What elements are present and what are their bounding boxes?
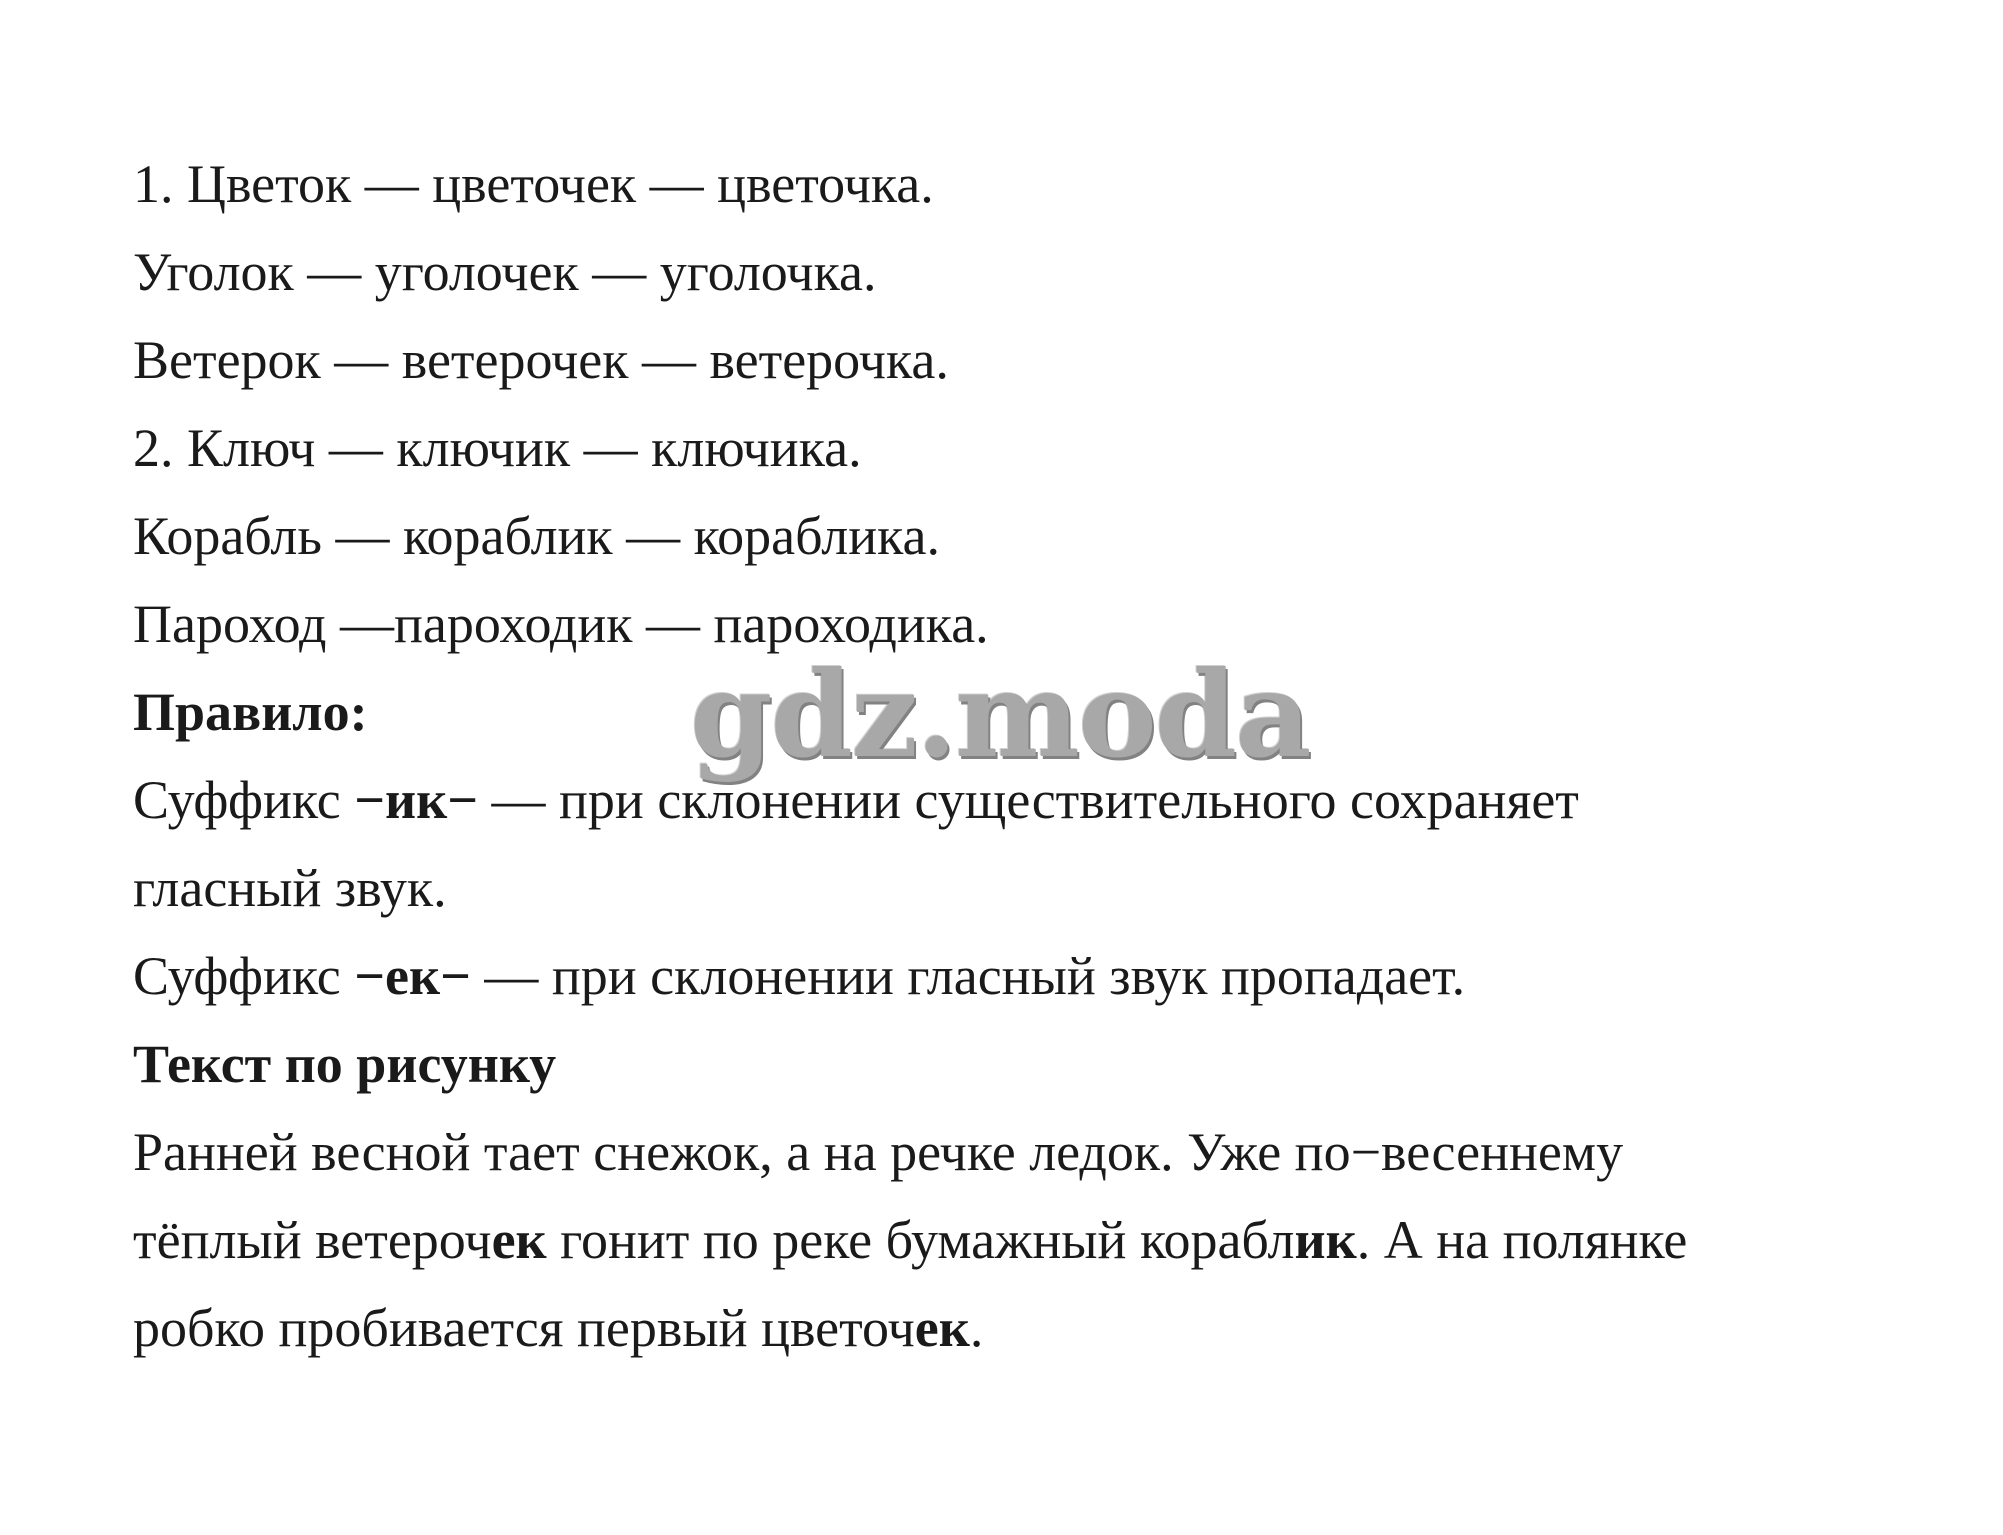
example-line-5: Корабль — кораблик — кораблика.	[133, 506, 940, 566]
example-line-3: Ветерок — ветерочек — ветерочка.	[133, 330, 949, 390]
paragraph-line-1: Ранней весной тает снежок, а на речке ледок. Уже по−весеннему	[133, 1122, 1624, 1182]
p2-part-d: ик	[1294, 1210, 1357, 1270]
rule-2-suffix: −ек−	[354, 946, 471, 1006]
rule-2-rest: — при склонении гласный звук пропадает.	[470, 946, 1466, 1006]
p2-part-b: ек	[491, 1210, 547, 1270]
rule-1-prefix: Суффикс	[133, 770, 355, 830]
rule-2-prefix: Суффикс	[133, 946, 355, 1006]
document-body	[133, 140, 1933, 1372]
rule-1-suffix: −ик−	[354, 770, 479, 830]
paragraph-line-2	[133, 1196, 1933, 1284]
p2-part-a: тёплый ветероч	[133, 1210, 492, 1270]
p2-part-c: гонит по реке бумажный корабл	[546, 1210, 1295, 1270]
p3-part-a: робко пробивается первый цветоч	[133, 1298, 915, 1358]
rule-1-rest: — при склонении существительного сохраняет	[478, 770, 1579, 830]
p3-part-c: .	[969, 1298, 984, 1358]
text-heading: Текст по рисунку	[133, 1034, 557, 1094]
rule-line-1-continuation: гласный звук.	[133, 858, 447, 918]
p3-part-b: ек	[914, 1298, 970, 1358]
rule-line-2	[133, 932, 1933, 1020]
rule-heading: Правило:	[133, 682, 368, 742]
watermark-logo: gdz.moda	[690, 645, 1310, 784]
rule-line-1	[133, 756, 1933, 844]
example-line-4: 2. Ключ — ключик — ключика.	[133, 418, 862, 478]
example-line-6: Пароход —пароходик — пароходика.	[133, 594, 989, 654]
example-line-2: Уголок — уголочек — уголочка.	[133, 242, 877, 302]
paragraph-line-3	[133, 1284, 1933, 1372]
p2-part-e: . А на полянке	[1356, 1210, 1688, 1270]
example-line-1: 1. Цветок — цветочек — цветочка.	[133, 154, 934, 214]
